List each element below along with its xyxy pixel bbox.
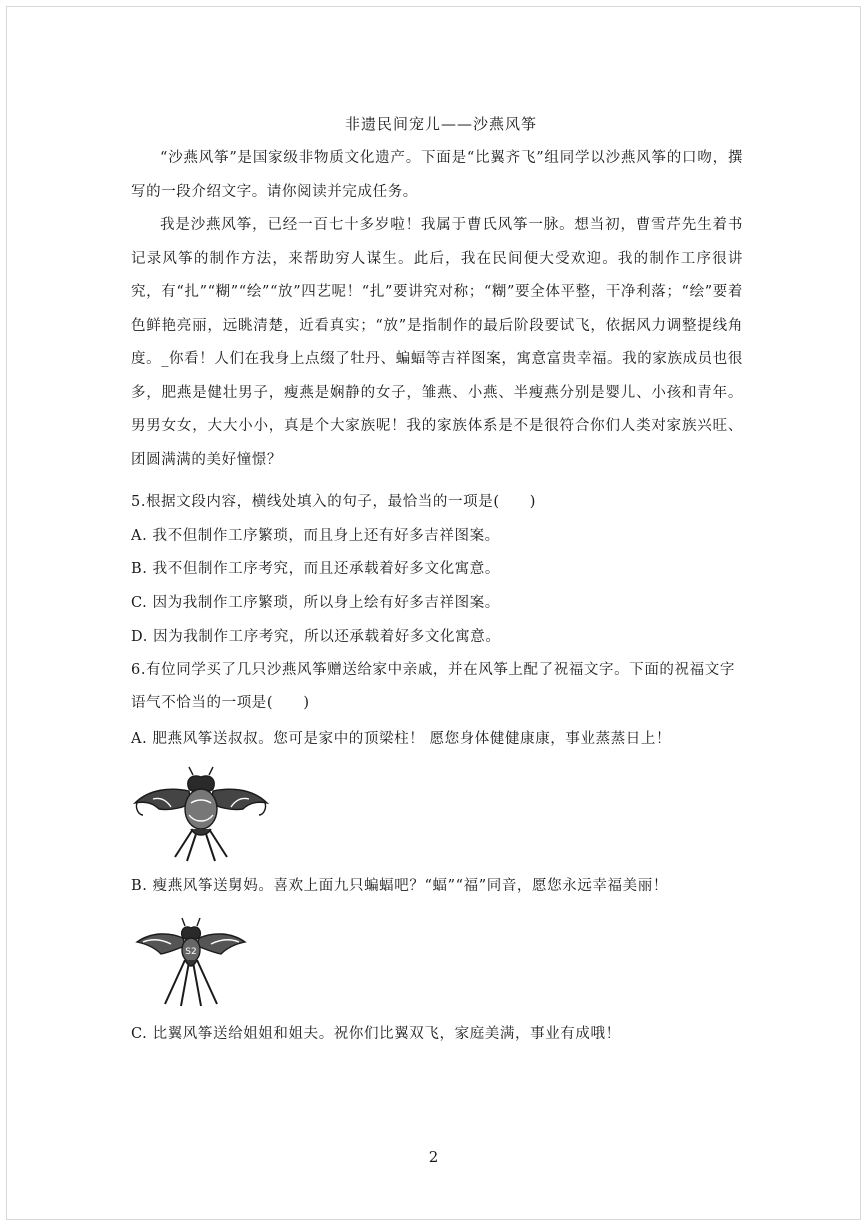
thin-swallow-kite-image — [135, 912, 247, 1008]
intro-paragraph: “沙燕风筝”是国家级非物质文化遗产。下面是“比翼齐飞”组同学以沙燕风筝的口吻，撰写的一段介绍文字。请你阅读并完成任务。 — [131, 150, 743, 200]
question-6-option-c: C. 比翼风筝送给姐姐和姐夫。祝你们比翼双飞，家庭美满，事业有成哦！ — [131, 1026, 621, 1042]
question-6-stem-line2: 语气不恰当的一项是( ) — [131, 695, 310, 711]
question-6-option-b: B. 瘦燕风筝送舅妈。喜欢上面九只蝙蝠吧？“蝠”“福”同音，愿您永远幸福美丽！ — [131, 878, 668, 894]
fat-swallow-kite-image — [131, 763, 271, 863]
question-5-option-b: B. 我不但制作工序考究，而且还承载着好多文化寓意。 — [131, 561, 500, 577]
passage-paragraph: 我是沙燕风筝，已经一百七十多岁啦！我属于曹氏风筝一脉。想当初，曹雪芹先生着书记录风筝的制作方法，来帮助穷人谋生。此后，我在民间便大受欢迎。我的制作工序很讲究，有“扎”“糊”“绘”“放”四艺呢！“扎”要讲究对称；“糊”要全体平整，干净利落；“绘”要着色鲜艳亮丽，远眺清楚，近看真实；“放”是指制作的最后阶段要试飞，依据风力调整提线角度。_你看！人们在我身上点缀了牡丹、蝙蝠等吉祥图案，寓意富贵幸福。我的家族成员也很多，肥燕是健壮男子，瘦燕是娴静的女子，雏燕、小燕、半瘦燕分别是婴儿、小孩和青年。男男女女，大大小小，真是个大家族呢！我的家族体系是不是很符合你们人类对家族兴旺、团圆满满的美好憧憬？ — [131, 217, 743, 468]
question-6-stem-line1: 6.有位同学买了几只沙燕风筝赠送给家中亲戚，并在风筝上配了祝福文字。下面的祝福文字 — [131, 662, 735, 678]
question-5-option-d: D. 因为我制作工序考究，所以还承载着好多文化寓意。 — [131, 629, 501, 645]
question-6-option-a: A. 肥燕风筝送叔叔。您可是家中的顶梁柱！ 愿您身体健健康康，事业蒸蒸日上！ — [131, 731, 672, 747]
question-5-option-a: A. 我不但制作工序繁琐，而且身上还有好多吉祥图案。 — [131, 528, 500, 544]
page-number: 2 — [428, 1148, 439, 1166]
question-5-stem: 5.根据文段内容，横线处填入的句子，最恰当的一项是( ) — [131, 494, 537, 510]
document-title: 非遗民间宠儿——沙燕风筝 — [344, 115, 537, 133]
question-5-option-c: C. 因为我制作工序繁琐，所以身上绘有好多吉祥图案。 — [131, 595, 500, 611]
svg-text:S2: S2 — [185, 947, 197, 957]
